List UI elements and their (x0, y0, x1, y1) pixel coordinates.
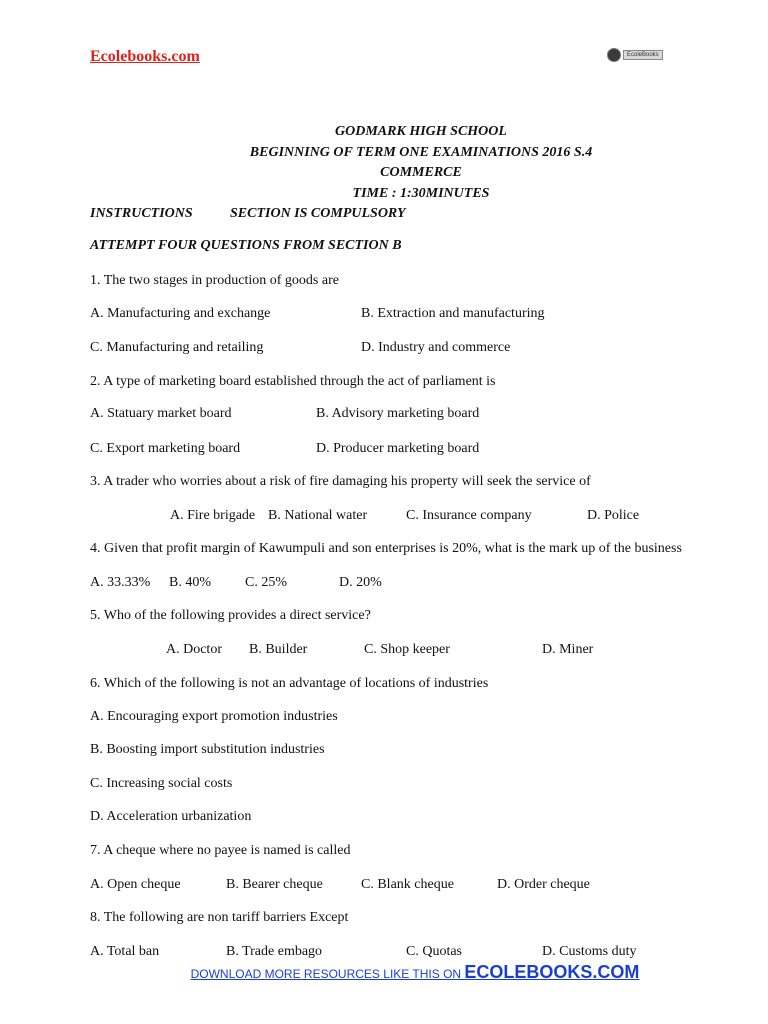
ecolebooks-logo (607, 48, 657, 62)
question-6: 6. Which of the following is not an advantage of locations of industries (90, 676, 489, 691)
q3-option-a: A. Fire brigade (170, 508, 256, 523)
q6-option-b: B. Boosting import substitution industries (90, 742, 325, 757)
instructions-label: INSTRUCTIONS (90, 206, 193, 221)
question-8: 8. The following are non tariff barriers Except (90, 910, 349, 925)
attempt-instruction: ATTEMPT FOUR QUESTIONS FROM SECTION B (90, 238, 402, 253)
q5-option-d: D. Miner (542, 642, 594, 657)
footer-brand: ECOLEBOOKS.COM (464, 962, 640, 982)
q3-option-d: D. Police (587, 508, 640, 523)
question-7: 7. A cheque where no payee is named is called (90, 843, 351, 858)
q2-option-b: B. Advisory marketing board (316, 406, 480, 421)
subject: COMMERCE (380, 165, 462, 180)
question-2: 2. A type of marketing board established through the act of parliament is (90, 374, 496, 389)
q4-option-d: D. 20% (339, 575, 382, 590)
footer-prefix: DOWNLOAD MORE RESOURCES LIKE THIS ON (190, 967, 465, 981)
instructions-text: SECTION IS COMPULSORY (230, 206, 406, 221)
q5-option-b: B. Builder (249, 642, 308, 657)
q5-option-a: A. Doctor (166, 642, 222, 657)
q1-option-c: C. Manufacturing and retailing (90, 340, 264, 355)
school-name: GODMARK HIGH SCHOOL (335, 124, 507, 139)
q7-option-d: D. Order cheque (497, 877, 590, 892)
q2-option-d: D. Producer marketing board (316, 441, 480, 456)
q2-option-a: A. Statuary market board (90, 406, 232, 421)
q6-option-c: C. Increasing social costs (90, 776, 233, 791)
question-1: 1. The two stages in production of goods are (90, 273, 339, 288)
q8-option-c: C. Quotas (406, 944, 462, 959)
q1-option-b: B. Extraction and manufacturing (361, 306, 545, 321)
q7-option-a: A. Open cheque (90, 877, 181, 892)
question-5: 5. Who of the following provides a direct service? (90, 608, 371, 623)
q2-option-c: C. Export marketing board (90, 441, 241, 456)
site-link[interactable]: Ecolebooks.com (90, 48, 200, 65)
logo-icon (607, 48, 621, 62)
q6-option-d: D. Acceleration urbanization (90, 809, 252, 824)
q7-option-c: C. Blank cheque (361, 877, 454, 892)
exam-title: BEGINNING OF TERM ONE EXAMINATIONS 2016 S.4 (249, 145, 593, 160)
q3-option-c: C. Insurance company (406, 508, 532, 523)
question-3: 3. A trader who worries about a risk of fire damaging his property will seek the service of (90, 474, 591, 489)
q5-option-c: C. Shop keeper (364, 642, 450, 657)
time-allowed: TIME : 1:30MINUTES (352, 186, 490, 201)
q4-option-a: A. 33.33% (90, 575, 151, 590)
q7-option-b: B. Bearer cheque (226, 877, 323, 892)
question-4: 4. Given that profit margin of Kawumpuli and son enterprises is 20%, what is the mark up of the business (90, 541, 682, 556)
footer-download-link[interactable] (190, 962, 640, 982)
q3-option-b: B. National water (268, 508, 368, 523)
q8-option-b: B. Trade embago (226, 944, 323, 959)
q8-option-d: D. Customs duty (542, 944, 637, 959)
q1-option-a: A. Manufacturing and exchange (90, 306, 271, 321)
q4-option-c: C. 25% (245, 575, 287, 590)
logo-text: EcoleBooks (623, 50, 663, 60)
q6-option-a: A. Encouraging export promotion industries (90, 709, 338, 724)
q4-option-b: B. 40% (169, 575, 211, 590)
footer-download (0, 962, 768, 983)
q1-option-d: D. Industry and commerce (361, 340, 511, 355)
q8-option-a: A. Total ban (90, 944, 160, 959)
